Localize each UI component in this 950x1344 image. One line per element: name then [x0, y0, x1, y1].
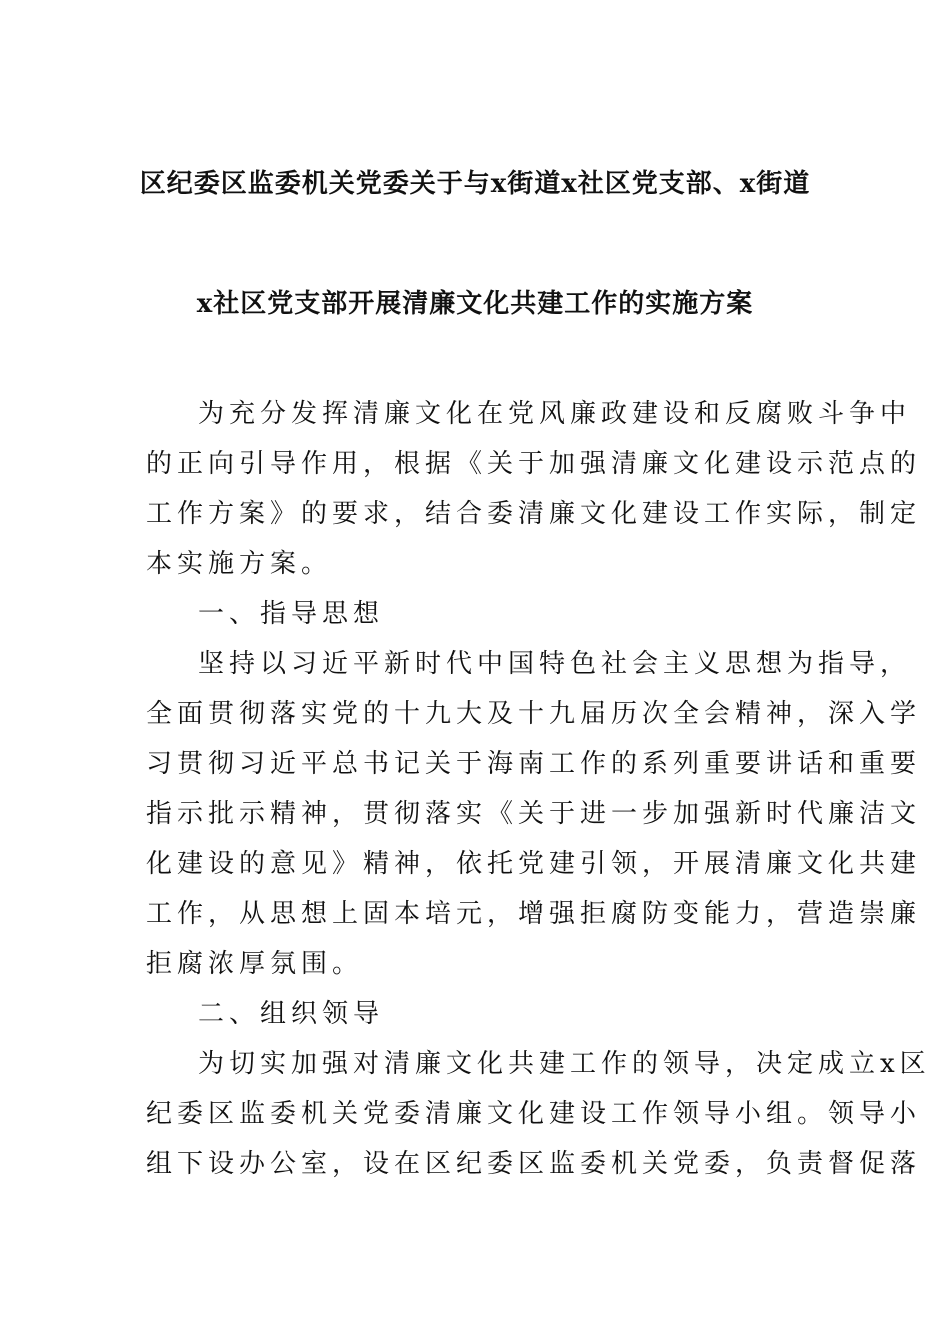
paragraph-guiding-line-5: 化建设的意见》精神，依托党建引领，开展清廉文化共建: [146, 849, 922, 879]
paragraph-guiding-line-6: 工作，从思想上固本培元，增强拒腐防变能力，营造崇廉: [146, 899, 922, 929]
paragraph-organization-line-2: 纪委区监委机关党委清廉文化建设工作领导小组。领导小: [146, 1099, 922, 1129]
paragraph-guiding-line-1: 坚持以习近平新时代中国特色社会主义思想为指导，: [198, 649, 912, 679]
document-title-line-1: 区纪委区监委机关党委关于与x街道x社区党支部、x街道: [139, 169, 811, 199]
section-heading-guiding-thought: 一、指导思想: [198, 599, 385, 629]
paragraph-guiding-line-3: 习贯彻习近平总书记关于海南工作的系列重要讲话和重要: [146, 749, 922, 779]
paragraph-intro-line-2: 的正向引导作用，根据《关于加强清廉文化建设示范点的: [146, 449, 922, 479]
document-title-line-2: x社区党支部开展清廉文化共建工作的实施方案: [196, 289, 754, 319]
paragraph-intro-line-3: 工作方案》的要求，结合委清廉文化建设工作实际，制定: [146, 499, 922, 529]
paragraph-intro-line-1: 为充分发挥清廉文化在党风廉政建设和反腐败斗争中: [198, 399, 912, 429]
paragraph-guiding-line-2: 全面贯彻落实党的十九大及十九届历次全会精神，深入学: [146, 699, 922, 729]
section-heading-organization: 二、组织领导: [198, 999, 385, 1029]
paragraph-organization-line-1: 为切实加强对清廉文化共建工作的领导，决定成立x区: [198, 1049, 931, 1079]
paragraph-intro-line-4: 本实施方案。: [146, 549, 333, 579]
paragraph-guiding-line-4: 指示批示精神，贯彻落实《关于进一步加强新时代廉洁文: [146, 799, 922, 829]
paragraph-organization-line-3: 组下设办公室，设在区纪委区监委机关党委，负责督促落: [146, 1149, 922, 1179]
paragraph-guiding-line-7: 拒腐浓厚氛围。: [146, 949, 364, 979]
